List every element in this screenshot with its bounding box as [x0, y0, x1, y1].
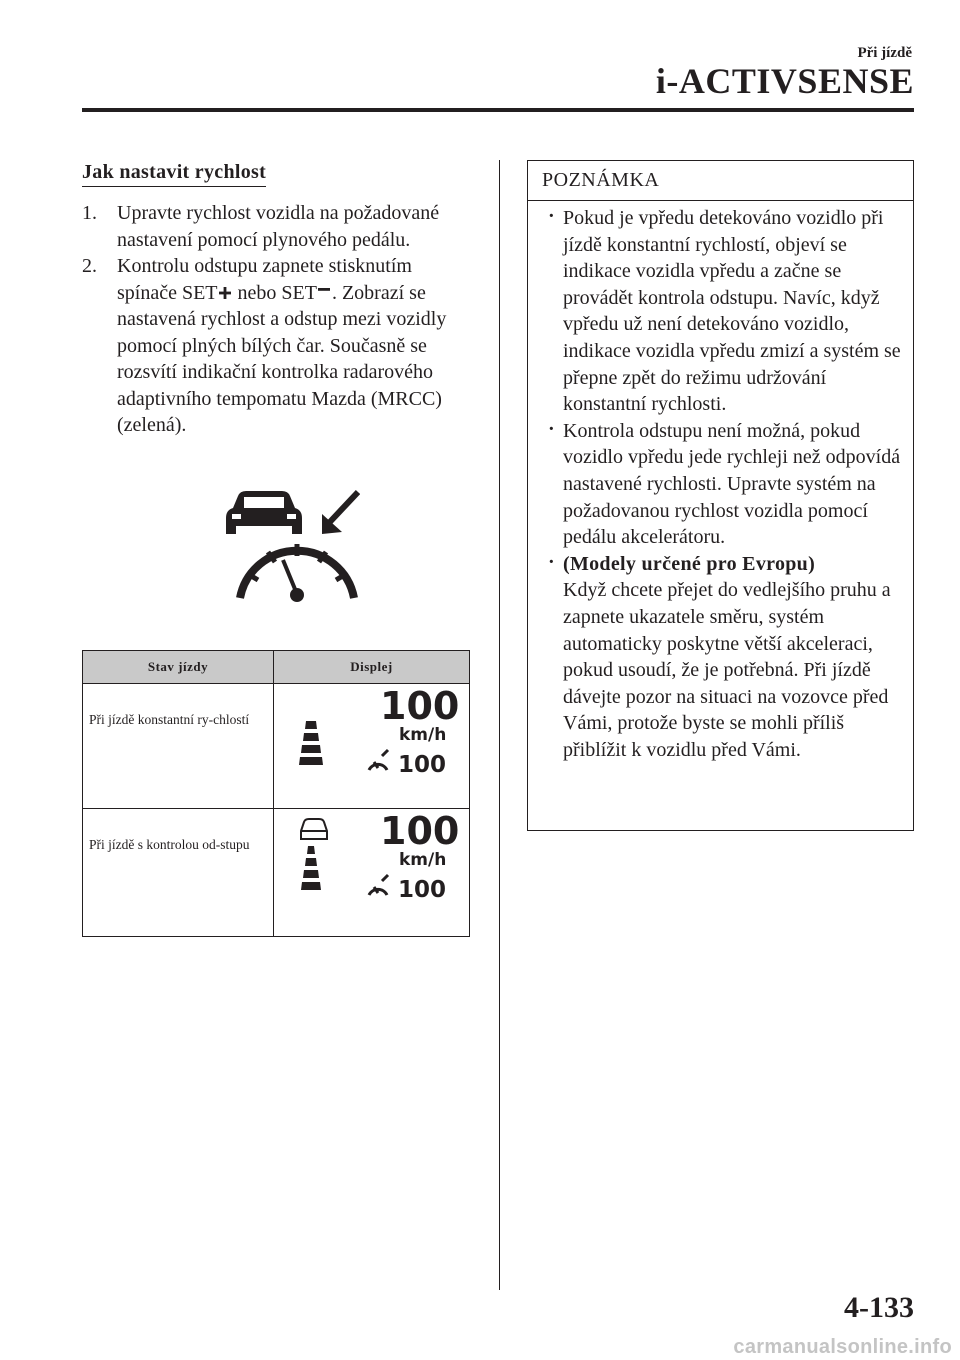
note-bold-heading: (Modely určené pro Evropu)	[563, 552, 816, 575]
note-title: POZNÁMKA	[528, 161, 913, 201]
header-rule	[82, 108, 914, 112]
note-item	[548, 205, 903, 418]
display-graphic	[274, 684, 483, 782]
radar-cruise-icon	[369, 875, 388, 895]
step-number: 1.	[82, 202, 97, 224]
display-cell	[274, 684, 470, 809]
table-row	[83, 684, 470, 809]
distance-bars	[301, 846, 321, 890]
minus-icon	[318, 286, 330, 300]
column-header-display: Displej	[274, 651, 470, 684]
radar-cruise-icon	[369, 750, 388, 770]
step-text: Kontrolu odstupu zapnete stisknutím spínače SET	[117, 255, 412, 304]
note-box	[527, 160, 914, 831]
chapter-title: i-ACTIVSENSE	[655, 61, 914, 101]
set-speed-value: 100	[398, 877, 447, 903]
note-item	[548, 551, 903, 764]
step-number: 2.	[82, 255, 97, 277]
speed-unit: km/h	[399, 725, 447, 745]
note-text: Pokud je vpředu detekováno vozidlo při jízdě konstantní rychlostí, objeví se indikace vozidla vpředu a začne se provádět kontrola odstupu. Navíc, když vpředu už není detekováno vozidlo, indikace vozidla vpředu zmizí a systém se přepne zpět do režimu udržování konstantní rychlosti.	[563, 207, 901, 416]
step-item	[82, 253, 472, 439]
step-text: . Zobrazí se nastavená rychlost a odstup mezi vozidly pomocí plných bílých čar. Současně se rozsvítí indikační kontrolka radarového adaptivního tempomatu Mazda (MRCC) (zelená).	[117, 281, 447, 436]
speed-unit: km/h	[399, 850, 447, 870]
note-text: Když chcete přejet do vedlejšího pruhu a zapnete ukazatele směru, systém automaticky poskytne větší akceleraci, pokud usoudí, že je potřebná. Při jízdě dávejte pozor na situaci na vozovce před Vámi, protože byste se mohli příliš přiblížit k vozidlu před Vámi.	[563, 579, 891, 761]
condition-cell: Při jízdě konstantní ry-chlostí	[83, 684, 274, 809]
column-header-condition: Stav jízdy	[83, 651, 274, 684]
distance-bars	[299, 721, 323, 765]
note-list	[528, 201, 913, 763]
set-speed-value: 100	[398, 752, 447, 778]
note-item	[548, 418, 903, 551]
step-item	[82, 200, 472, 253]
display-table	[82, 650, 470, 937]
column-divider	[499, 160, 500, 1290]
mrcc-indicator-icon	[220, 488, 360, 608]
note-text: Kontrola odstupu není možná, pokud vozidlo vpředu jede rychleji než odpovídá nastavené rychlosti. Upravte systém na požadovanou rychlost vozidla pomocí pedálu akcelerátoru.	[563, 419, 901, 549]
step-text: nebo SET	[232, 281, 317, 304]
plus-icon	[219, 286, 231, 300]
section-label: Při jízdě	[857, 45, 912, 61]
watermark: carmanualsonline.info	[733, 1336, 952, 1358]
section-heading: Jak nastavit rychlost	[82, 161, 266, 187]
display-graphic	[274, 809, 483, 910]
condition-cell: Při jízdě s kontrolou od-stupu	[83, 809, 274, 937]
display-cell	[274, 809, 470, 937]
speed-value: 100	[380, 809, 460, 853]
page-number: 4-133	[844, 1291, 914, 1324]
step-list	[82, 200, 472, 439]
step-text: Upravte rychlost vozidla na požadované nastavení pomocí plynového pedálu.	[117, 202, 440, 251]
vehicle-ahead-icon	[301, 819, 327, 839]
speed-value: 100	[380, 684, 460, 728]
table-row	[83, 809, 470, 937]
